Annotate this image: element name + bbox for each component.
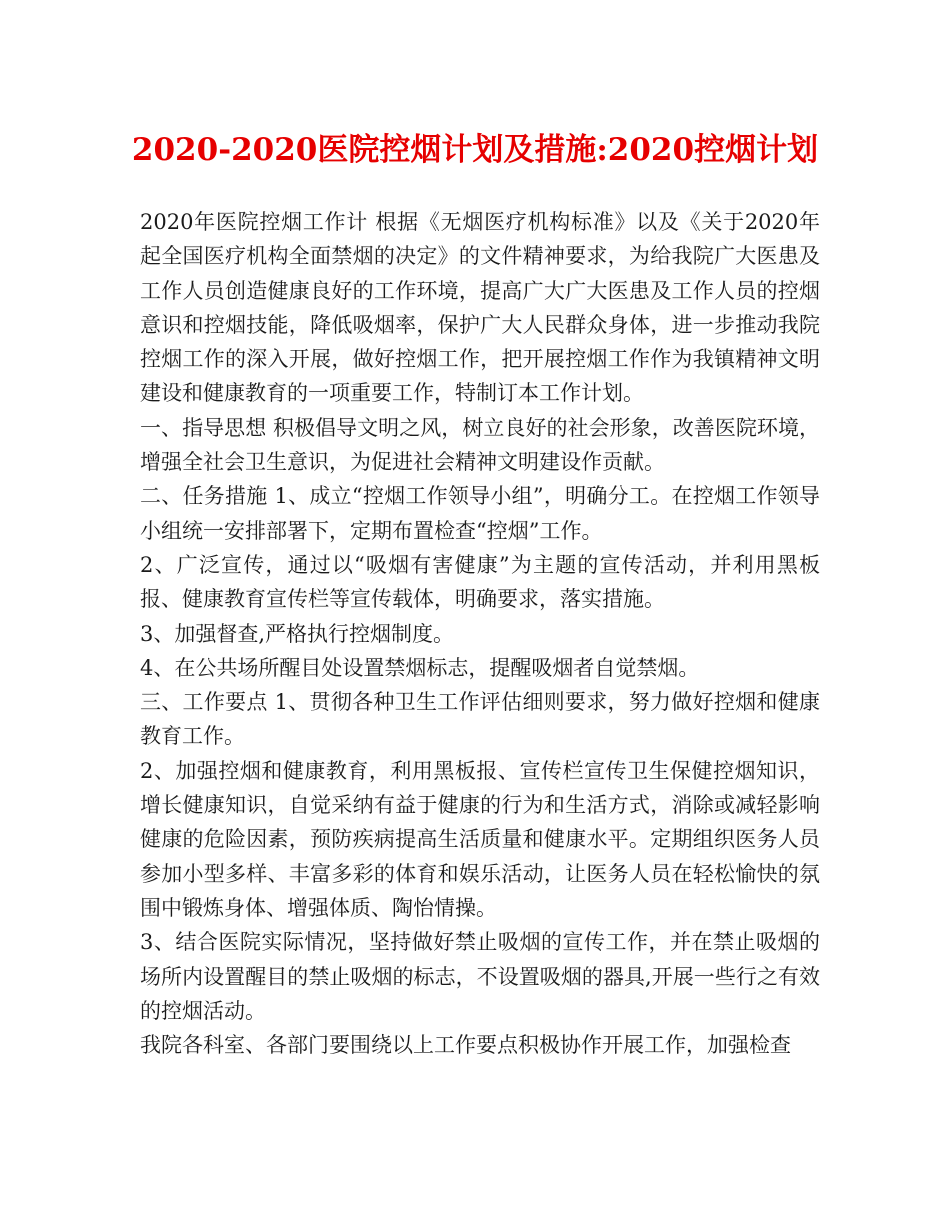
paragraph-closing: 我院各科室、各部门要围绕以上工作要点积极协作开展工作，加强检查 (140, 1033, 791, 1058)
paragraph-key-points-2: 2、加强控烟和健康教育，利用黑板报、宣传栏宣传卫生保健控烟知识，增长健康知识，自觉采纳有益于健康的行为和生活方式，消除或减轻影响健康的危险因素，预防疾病提高生活质量和健康水平。定期组织医务人员参加小型多样、丰富多彩的体育和娱乐活动，让医务人员在轻松愉快的氛围中锻炼身体、增强体质、陶怡情操。 (140, 758, 820, 920)
paragraph-key-points-1: 三、工作要点 1、贯彻各种卫生工作评估细则要求，努力做好控烟和健康教育工作。 (140, 690, 820, 749)
paragraph-tasks-1: 二、任务措施 1、成立“控烟工作领导小组”，明确分工。在控烟工作领导小组统一安排部署下，定期布置检查“控烟”工作。 (140, 484, 820, 543)
document-body (140, 205, 820, 1062)
paragraph-tasks-2: 2、广泛宣传，通过以“吸烟有害健康”为主题的宣传活动，并利用黑板报、健康教育宣传栏等宣传载体，明确要求，落实措施。 (140, 552, 820, 612)
paragraph-tasks-3: 3、加强督查,严格执行控烟制度。 (140, 621, 455, 646)
paragraph-guiding-ideology: 一、指导思想 积极倡导文明之风，树立良好的社会形象，改善医院环境，增强全社会卫生意识，为促进社会精神文明建设作贡献。 (140, 415, 820, 475)
paragraph-intro: 2020年医院控烟工作计 根据《无烟医疗机构标准》以及《关于2020年起全国医疗机构全面禁烟的决定》的文件精神要求，为给我院广大医患及工作人员创造健康良好的工作环境，提高广大广大医患及工作人员的控烟意识和控烟技能，降低吸烟率，保护广大人民群众身体，进一步推动我院控烟工作的深入开展，做好控烟工作，把开展控烟工作作为我镇精神文明建设和健康教育的一项重要工作，特制订本工作计划。 (140, 210, 820, 406)
paragraph-key-points-3: 3、结合医院实际情况，坚持做好禁止吸烟的宣传工作，并在禁止吸烟的场所内设置醒目的禁止吸烟的标志，不设置吸烟的器具,开展一些行之有效的控烟活动。 (140, 930, 820, 1023)
document-title: 2020-2020医院控烟计划及措施:2020控烟计划 (131, 132, 819, 168)
paragraph-tasks-4: 4、在公共场所醒目处设置禁烟标志，提醒吸烟者自觉禁烟。 (140, 655, 700, 680)
